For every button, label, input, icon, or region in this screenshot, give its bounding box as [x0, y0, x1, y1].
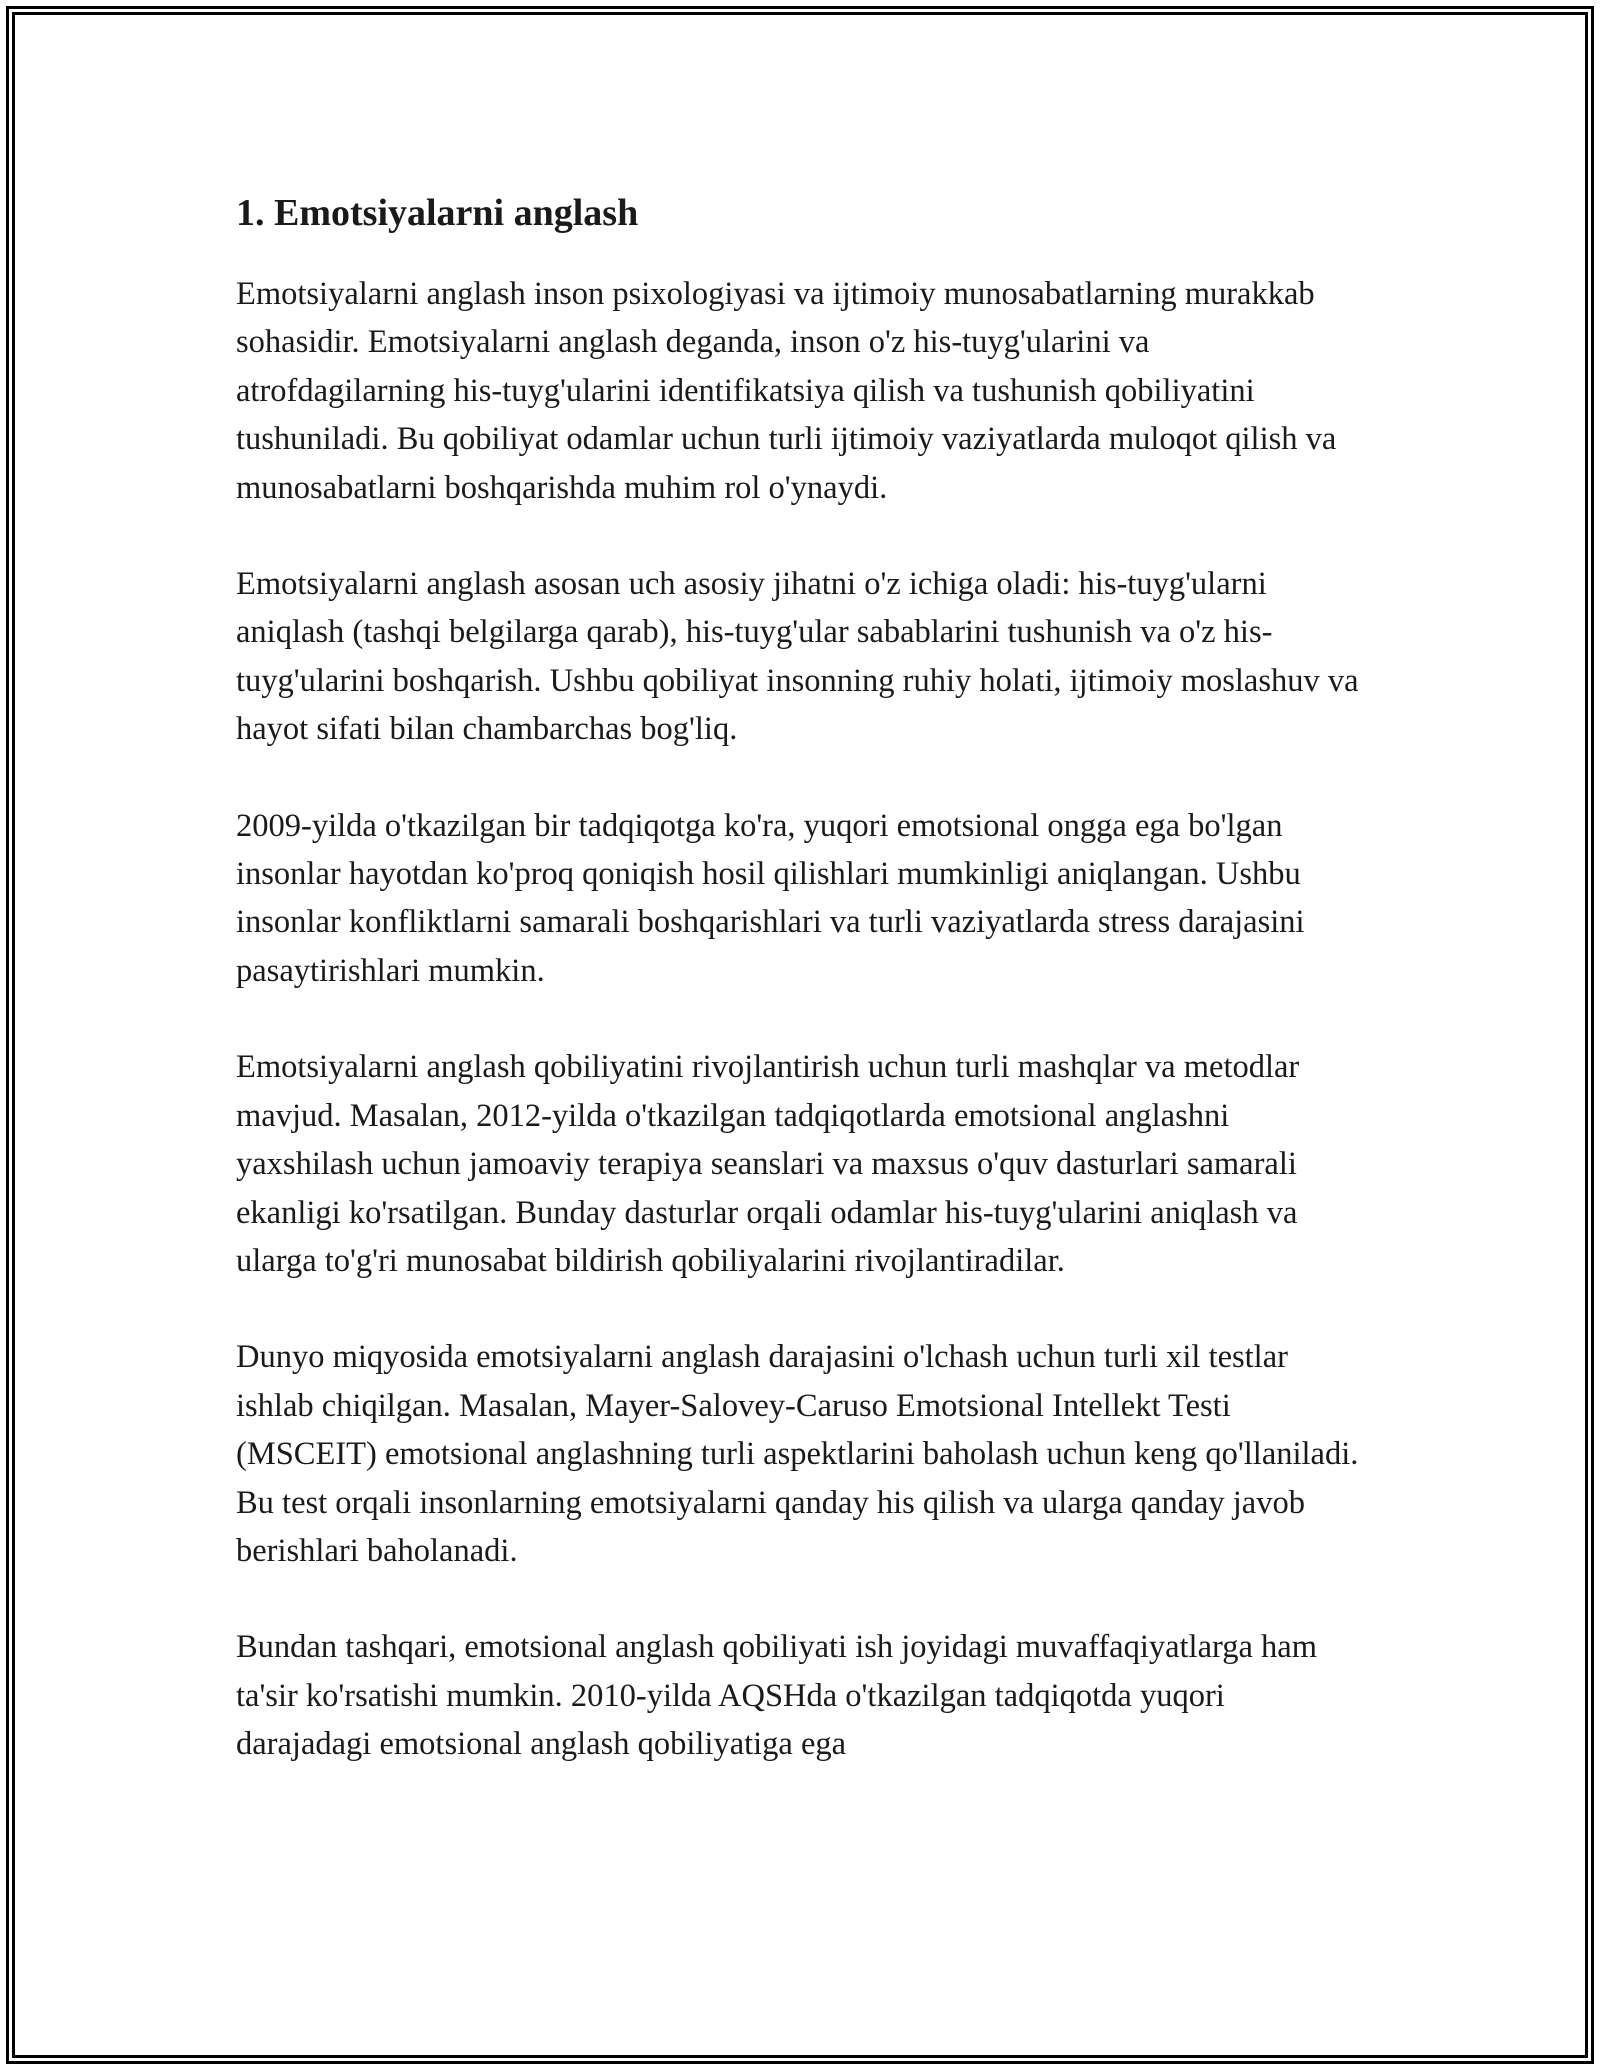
paragraph-5: Dunyo miqyosida emotsiyalarni anglash darajasini o'lchash uchun turli xil testlar ishlab chiqilgan. Masalan, Mayer-Salovey-Caruso Emotsional Intellekt Testi (MSCEIT) emotsional anglashning turli aspektlarini baholash uchun keng qo'llaniladi. Bu test orqali insonlarning emotsiyalarni qanday his qilish va ularga qanday javob berishlari baholanadi. — [236, 1339, 1359, 1569]
paragraph-1: Emotsiyalarni anglash inson psixologiyasi va ijtimoiy munosabatlarning murakkab sohasidir. Emotsiyalarni anglash deganda, inson o'z his-tuyg'ularini va atrofdagilarning his-tuyg'ularini identifikatsiya qilish va tushunish qobiliyatini tushuniladi. Bu qobiliyat odamlar uchun turli ijtimoiy vaziyatlarda muloqot qilish va munosabatlarni boshqarishda muhim rol o'ynaydi. — [236, 276, 1337, 506]
section-heading: 1. Emotsiyalarni anglash — [236, 192, 639, 234]
paragraph-3: 2009-yilda o'tkazilgan bir tadqiqotga ko'ra, yuqori emotsional ongga ega bo'lgan insonlar hayotdan ko'proq qoniqish hosil qilishlari mumkinligi aniqlangan. Ushbu insonlar konfliktlarni samarali boshqarishlari va turli vaziyatlarda stress darajasini pasaytirishlari mumkin. — [236, 807, 1305, 989]
paragraph-2: Emotsiyalarni anglash asosan uch asosiy jihatni o'z ichiga oladi: his-tuyg'ularni aniqlash (tashqi belgilarga qarab), his-tuyg'ular sabablarini tushunish va o'z his-tuyg'ularini boshqarish. Ushbu qobiliyat insonning ruhiy holati, ijtimoiy moslashuv va hayot sifati bilan chambarchas bog'liq. — [236, 566, 1359, 748]
document-page — [236, 186, 1366, 1769]
paragraph-4: Emotsiyalarni anglash qobiliyatini rivojlantirish uchun turli mashqlar va metodlar mavjud. Masalan, 2012-yilda o'tkazilgan tadqiqotlarda emotsional anglashni yaxshilash uchun jamoaviy terapiya seanslari va maxsus o'quv dasturlari samarali ekanligi ko'rsatilgan. Bunday dasturlar orqali odamlar his-tuyg'ularini aniqlash va ularga to'g'ri munosabat bildirish qobiliyalarini rivojlantiradilar. — [236, 1049, 1300, 1279]
paragraph-6: Bundan tashqari, emotsional anglash qobiliyati ish joyidagi muvaffaqiyatlarga ham ta'sir ko'rsatishi mumkin. 2010-yilda AQSHda o'tkazilgan tadqiqotda yuqori darajadagi emotsional anglash qobiliyatiga ega — [236, 1629, 1318, 1763]
